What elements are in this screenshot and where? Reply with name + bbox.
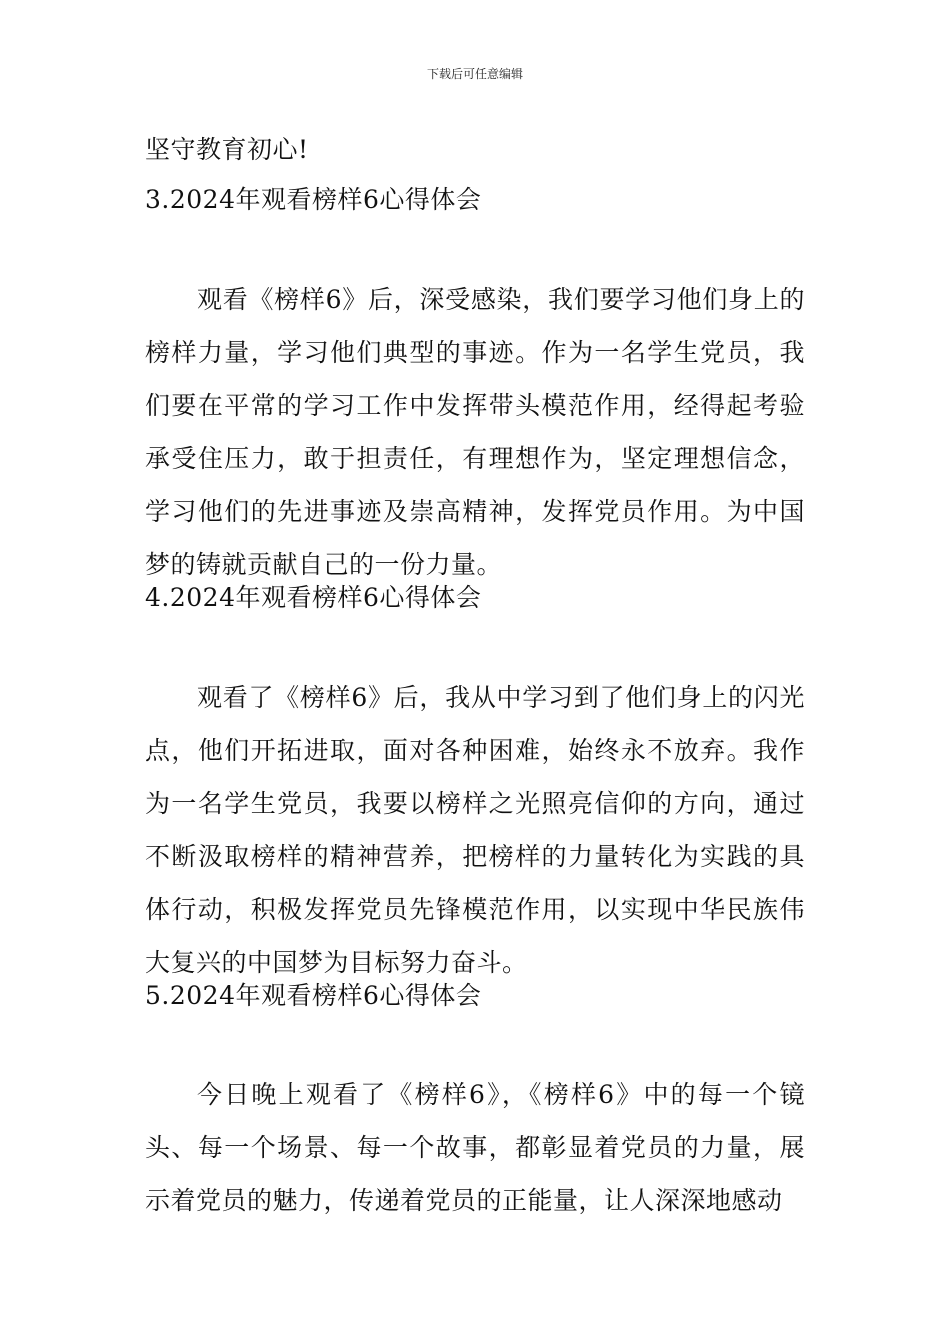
- page-header: 下载后可任意编辑: [426, 67, 523, 81]
- section-4-heading: 4.2024年观看榜样6心得体会: [145, 583, 482, 612]
- section-5-heading: 5.2024年观看榜样6心得体会: [145, 981, 482, 1010]
- section-3-paragraph: 观看《榜样6》后，深受感染，我们要学习他们身上的榜样力量，学习他们典型的事迹。作为一名学生党员，我们要在平常的学习工作中发挥带头模范作用，经得起考验承受住压力，敢于担责任，有理想作为，坚定理想信念，学习他们的先进事迹及崇高精神，发挥党员作用。为中国梦的铸就贡献自己的一份力量。: [145, 285, 805, 579]
- section-4-paragraph: 观看了《榜样6》后，我从中学习到了他们身上的闪光点，他们开拓进取，面对各种困难，始终永不放弃。我作为一名学生党员，我要以榜样之光照亮信仰的方向，通过不断汲取榜样的精神营养，把榜样的力量转化为实践的具体行动，积极发挥党员先锋模范作用，以实现中华民族伟大复兴的中国梦为目标努力奋斗。: [145, 683, 805, 977]
- closing-line: 坚守教育初心!: [145, 135, 309, 164]
- section-3-heading: 3.2024年观看榜样6心得体会: [145, 185, 482, 214]
- section-5-paragraph: 今日晚上观看了《榜样6》，《榜样6》中的每一个镜头、每一个场景、每一个故事，都彰显着党员的力量，展示着党员的魅力，传递着党员的正能量，让人深深地感动: [145, 1080, 805, 1215]
